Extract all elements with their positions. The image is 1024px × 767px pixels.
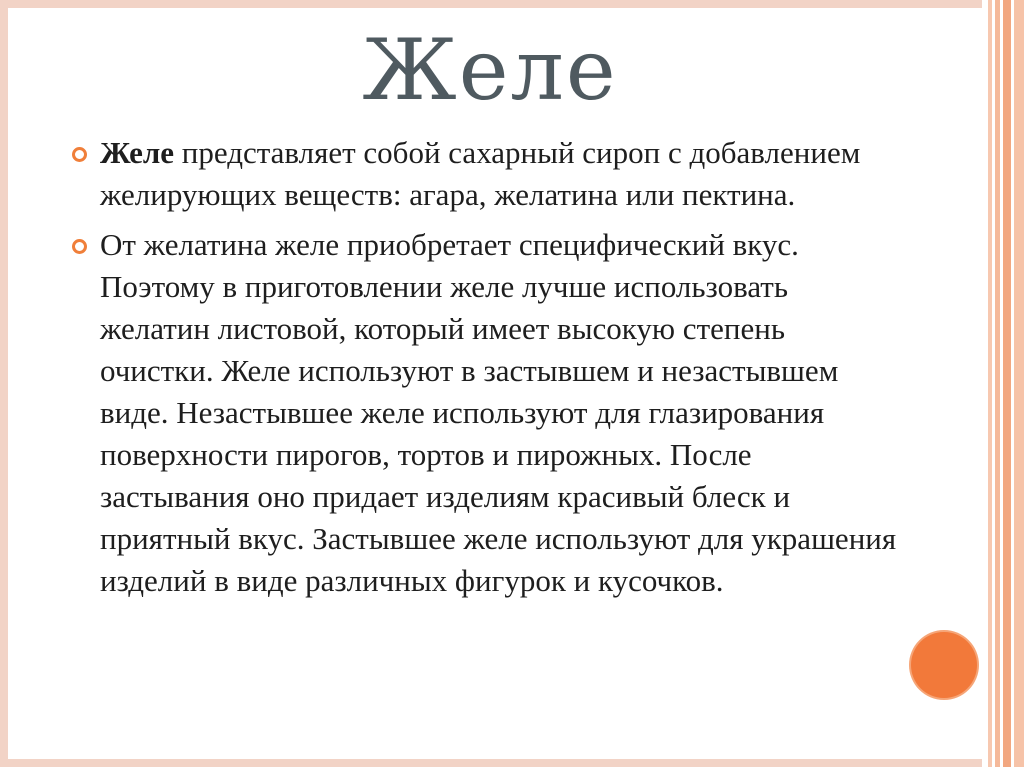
- bullet-item-1: [70, 132, 900, 216]
- border-top: [0, 0, 1024, 8]
- bullet-item-2: [70, 224, 900, 602]
- decorative-orange-circle: [911, 632, 977, 698]
- right-stripes: [982, 0, 1024, 767]
- slide-content: [70, 132, 900, 610]
- bullet-text: От желатина желе приобретает специфический вкус. Поэтому в приготовлении желе лучше использовать желатин листовой, который имеет высокую степень очистки. Желе используют в застывшем и незастывшем виде. Незастывшее желе используют для глазирования поверхности пирогов, тортов и пирожных. После застывания оно придает изделиям красивый блеск и приятный вкус. Застывшее желе используют для украшения изделий в виде различных фигурок и кусочков.: [100, 227, 897, 598]
- circle-bullet-icon: [72, 239, 87, 254]
- border-bottom: [0, 759, 1024, 767]
- slide-title: Желе: [362, 21, 618, 119]
- bullet-bold-text: Желе: [100, 135, 174, 170]
- bullet-text: представляет собой сахарный сироп с добавлением желирующих веществ: агара, желатина или пектина.: [100, 135, 861, 212]
- circle-bullet-icon: [72, 147, 87, 162]
